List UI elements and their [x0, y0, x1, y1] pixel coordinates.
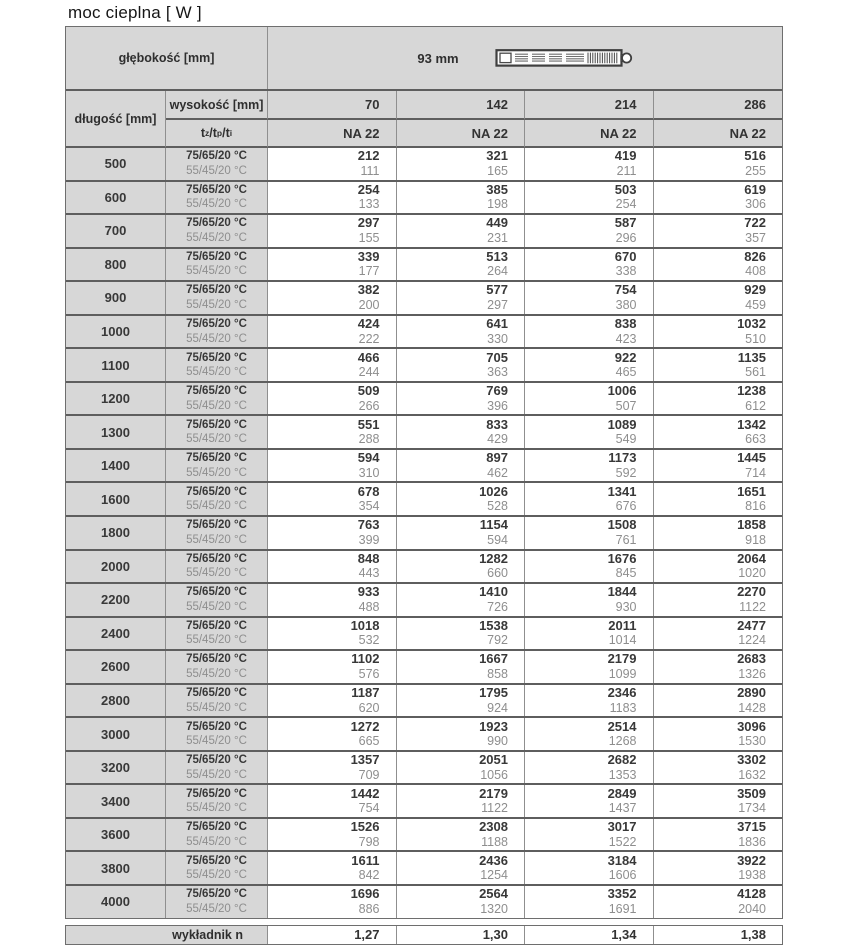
table-row — [66, 316, 782, 350]
model-na22-cell: NA 22 — [397, 120, 526, 148]
value-cell: 897 462 — [397, 450, 526, 482]
temp-pair-cell: 75/65/20 °C 55/45/20 °C — [166, 752, 268, 784]
value-cell: 1173 592 — [525, 450, 654, 482]
value-cell: 516 255 — [654, 148, 783, 180]
exponent-value-cell: 1,34 — [525, 926, 654, 944]
value-cell: 1844 930 — [525, 584, 654, 616]
value-cell: 594 310 — [268, 450, 397, 482]
value-cell: 385 198 — [397, 182, 526, 214]
table-row — [66, 416, 782, 450]
table-row — [66, 517, 782, 551]
value-cell: 1272 665 — [268, 718, 397, 750]
length-header-cell: długość [mm] — [66, 91, 166, 148]
value-cell: 929 459 — [654, 282, 783, 314]
value-cell: 382 200 — [268, 282, 397, 314]
table-row — [66, 148, 782, 182]
exponent-row — [65, 925, 783, 945]
value-cell: 2683 1326 — [654, 651, 783, 683]
temp-pair-cell: 75/65/20 °C 55/45/20 °C — [166, 718, 268, 750]
table-row — [66, 483, 782, 517]
temp-symbols-header-cell: t z / t p / t i — [166, 120, 268, 148]
value-cell: 1445 714 — [654, 450, 783, 482]
value-cell: 1032 510 — [654, 316, 783, 348]
temp-pair-cell: 75/65/20 °C 55/45/20 °C — [166, 316, 268, 348]
table-row — [66, 249, 782, 283]
length-cell: 3000 — [66, 718, 166, 750]
value-cell: 1102 576 — [268, 651, 397, 683]
value-cell: 1676 845 — [525, 551, 654, 583]
power-table — [65, 26, 783, 919]
value-cell: 212 111 — [268, 148, 397, 180]
table-row — [66, 383, 782, 417]
value-cell: 2064 1020 — [654, 551, 783, 583]
value-cell: 503 254 — [525, 182, 654, 214]
exponent-label-cell: wykładnik n — [66, 926, 268, 944]
value-cell: 3017 1522 — [525, 819, 654, 851]
value-cell: 922 465 — [525, 349, 654, 381]
value-cell: 2564 1320 — [397, 886, 526, 918]
height-header-cell: wysokość [mm] — [166, 91, 268, 120]
table-row — [66, 551, 782, 585]
value-cell: 1006 507 — [525, 383, 654, 415]
value-cell: 826 408 — [654, 249, 783, 281]
column-header — [66, 91, 782, 148]
length-cell: 500 — [66, 148, 166, 180]
temp-pair-cell: 75/65/20 °C 55/45/20 °C — [166, 483, 268, 515]
length-cell: 1400 — [66, 450, 166, 482]
value-cell: 4128 2040 — [654, 886, 783, 918]
value-cell: 321 165 — [397, 148, 526, 180]
value-cell: 587 296 — [525, 215, 654, 247]
value-cell: 2477 1224 — [654, 618, 783, 650]
exponent-value-cell: 1,38 — [654, 926, 783, 944]
depth-header-cell: głębokość [mm] — [66, 27, 268, 89]
table-row — [66, 450, 782, 484]
value-cell: 1187 620 — [268, 685, 397, 717]
table-row — [66, 618, 782, 652]
temp-pair-cell: 75/65/20 °C 55/45/20 °C — [166, 886, 268, 918]
value-cell: 1538 792 — [397, 618, 526, 650]
value-cell: 1154 594 — [397, 517, 526, 549]
temp-pair-cell: 75/65/20 °C 55/45/20 °C — [166, 416, 268, 448]
value-cell: 419 211 — [525, 148, 654, 180]
value-cell: 754 380 — [525, 282, 654, 314]
length-cell: 800 — [66, 249, 166, 281]
table-row — [66, 584, 782, 618]
temp-pair-cell: 75/65/20 °C 55/45/20 °C — [166, 785, 268, 817]
height-214-cell: 214 — [525, 91, 654, 120]
value-cell: 1342 663 — [654, 416, 783, 448]
temp-pair-cell: 75/65/20 °C 55/45/20 °C — [166, 618, 268, 650]
value-cell: 769 396 — [397, 383, 526, 415]
temp-pair-cell: 75/65/20 °C 55/45/20 °C — [166, 819, 268, 851]
length-cell: 2800 — [66, 685, 166, 717]
temp-pair-cell: 75/65/20 °C 55/45/20 °C — [166, 349, 268, 381]
length-cell: 700 — [66, 215, 166, 247]
table-row — [66, 282, 782, 316]
value-cell: 670 338 — [525, 249, 654, 281]
radiator-profile-icon — [495, 48, 633, 68]
length-cell: 1800 — [66, 517, 166, 549]
table-row — [66, 182, 782, 216]
table-row — [66, 718, 782, 752]
temp-pair-cell: 75/65/20 °C 55/45/20 °C — [166, 383, 268, 415]
table-body — [66, 148, 782, 918]
value-cell: 449 231 — [397, 215, 526, 247]
value-cell: 1508 761 — [525, 517, 654, 549]
temp-pair-cell: 75/65/20 °C 55/45/20 °C — [166, 852, 268, 884]
exponent-value-cell: 1,30 — [397, 926, 526, 944]
height-142-cell: 142 — [397, 91, 526, 120]
value-cell: 1611 842 — [268, 852, 397, 884]
value-cell: 1696 886 — [268, 886, 397, 918]
value-cell: 641 330 — [397, 316, 526, 348]
value-cell: 619 306 — [654, 182, 783, 214]
table-row — [66, 752, 782, 786]
value-cell: 1795 924 — [397, 685, 526, 717]
length-cell: 1200 — [66, 383, 166, 415]
value-cell: 297 155 — [268, 215, 397, 247]
page-title: moc cieplna [ W ] — [68, 3, 202, 22]
value-cell: 1410 726 — [397, 584, 526, 616]
exponent-value-cell: 1,27 — [268, 926, 397, 944]
value-cell: 1526 798 — [268, 819, 397, 851]
value-cell: 2179 1122 — [397, 785, 526, 817]
model-na22-cell: NA 22 — [654, 120, 783, 148]
length-cell: 600 — [66, 182, 166, 214]
value-cell: 424 222 — [268, 316, 397, 348]
temp-pair-cell: 75/65/20 °C 55/45/20 °C — [166, 215, 268, 247]
temp-pair-cell: 75/65/20 °C 55/45/20 °C — [166, 517, 268, 549]
value-cell: 2346 1183 — [525, 685, 654, 717]
length-cell: 1600 — [66, 483, 166, 515]
value-cell: 1651 816 — [654, 483, 783, 515]
value-cell: 466 244 — [268, 349, 397, 381]
value-cell: 1018 532 — [268, 618, 397, 650]
value-cell: 2308 1188 — [397, 819, 526, 851]
value-cell: 2514 1268 — [525, 718, 654, 750]
temp-pair-cell: 75/65/20 °C 55/45/20 °C — [166, 651, 268, 683]
length-cell: 3200 — [66, 752, 166, 784]
value-cell: 1442 754 — [268, 785, 397, 817]
length-cell: 3600 — [66, 819, 166, 851]
value-cell: 833 429 — [397, 416, 526, 448]
value-cell: 3302 1632 — [654, 752, 783, 784]
value-cell: 3715 1836 — [654, 819, 783, 851]
temp-pair-cell: 75/65/20 °C 55/45/20 °C — [166, 551, 268, 583]
value-cell: 577 297 — [397, 282, 526, 314]
temp-pair-cell: 75/65/20 °C 55/45/20 °C — [166, 182, 268, 214]
value-cell: 1357 709 — [268, 752, 397, 784]
temp-pair-cell: 75/65/20 °C 55/45/20 °C — [166, 282, 268, 314]
temp-pair-cell: 75/65/20 °C 55/45/20 °C — [166, 249, 268, 281]
table-row — [66, 685, 782, 719]
table-row — [66, 886, 782, 918]
length-cell: 4000 — [66, 886, 166, 918]
value-cell: 1282 660 — [397, 551, 526, 583]
value-cell: 3352 1691 — [525, 886, 654, 918]
value-cell: 763 399 — [268, 517, 397, 549]
value-cell: 3096 1530 — [654, 718, 783, 750]
length-cell: 3800 — [66, 852, 166, 884]
value-cell: 1923 990 — [397, 718, 526, 750]
length-cell: 2200 — [66, 584, 166, 616]
value-cell: 933 488 — [268, 584, 397, 616]
temp-pair-cell: 75/65/20 °C 55/45/20 °C — [166, 685, 268, 717]
value-cell: 722 357 — [654, 215, 783, 247]
length-cell: 1000 — [66, 316, 166, 348]
value-cell: 2051 1056 — [397, 752, 526, 784]
value-cell: 1858 918 — [654, 517, 783, 549]
length-cell: 1300 — [66, 416, 166, 448]
value-cell: 551 288 — [268, 416, 397, 448]
value-cell: 2436 1254 — [397, 852, 526, 884]
length-cell: 2600 — [66, 651, 166, 683]
table-row — [66, 349, 782, 383]
length-cell: 2000 — [66, 551, 166, 583]
length-cell: 900 — [66, 282, 166, 314]
temp-pair-cell: 75/65/20 °C 55/45/20 °C — [166, 450, 268, 482]
length-cell: 1100 — [66, 349, 166, 381]
depth-value: 93 mm — [417, 50, 459, 66]
value-cell: 705 363 — [397, 349, 526, 381]
height-286-cell: 286 — [654, 91, 783, 120]
depth-band — [66, 27, 782, 91]
value-cell: 3184 1606 — [525, 852, 654, 884]
value-cell: 509 266 — [268, 383, 397, 415]
value-cell: 1667 858 — [397, 651, 526, 683]
value-cell: 848 443 — [268, 551, 397, 583]
table-row — [66, 785, 782, 819]
value-cell: 1238 612 — [654, 383, 783, 415]
length-cell: 2400 — [66, 618, 166, 650]
table-row — [66, 819, 782, 853]
value-cell: 2849 1437 — [525, 785, 654, 817]
value-cell: 513 264 — [397, 249, 526, 281]
value-cell: 1089 549 — [525, 416, 654, 448]
value-cell: 254 133 — [268, 182, 397, 214]
value-cell: 339 177 — [268, 249, 397, 281]
table-row — [66, 651, 782, 685]
temp-pair-cell: 75/65/20 °C 55/45/20 °C — [166, 148, 268, 180]
value-cell: 2890 1428 — [654, 685, 783, 717]
length-cell: 3400 — [66, 785, 166, 817]
depth-value-cell — [268, 27, 782, 89]
value-cell: 2179 1099 — [525, 651, 654, 683]
value-cell: 678 354 — [268, 483, 397, 515]
value-cell: 2270 1122 — [654, 584, 783, 616]
table-row — [66, 215, 782, 249]
value-cell: 2682 1353 — [525, 752, 654, 784]
value-cell: 1026 528 — [397, 483, 526, 515]
value-cell: 1341 676 — [525, 483, 654, 515]
value-cell: 3509 1734 — [654, 785, 783, 817]
value-cell: 1135 561 — [654, 349, 783, 381]
table-row — [66, 852, 782, 886]
temp-pair-cell: 75/65/20 °C 55/45/20 °C — [166, 584, 268, 616]
height-70-cell: 70 — [268, 91, 397, 120]
model-na22-cell: NA 22 — [525, 120, 654, 148]
model-na22-cell: NA 22 — [268, 120, 397, 148]
value-cell: 3922 1938 — [654, 852, 783, 884]
value-cell: 838 423 — [525, 316, 654, 348]
value-cell: 2011 1014 — [525, 618, 654, 650]
